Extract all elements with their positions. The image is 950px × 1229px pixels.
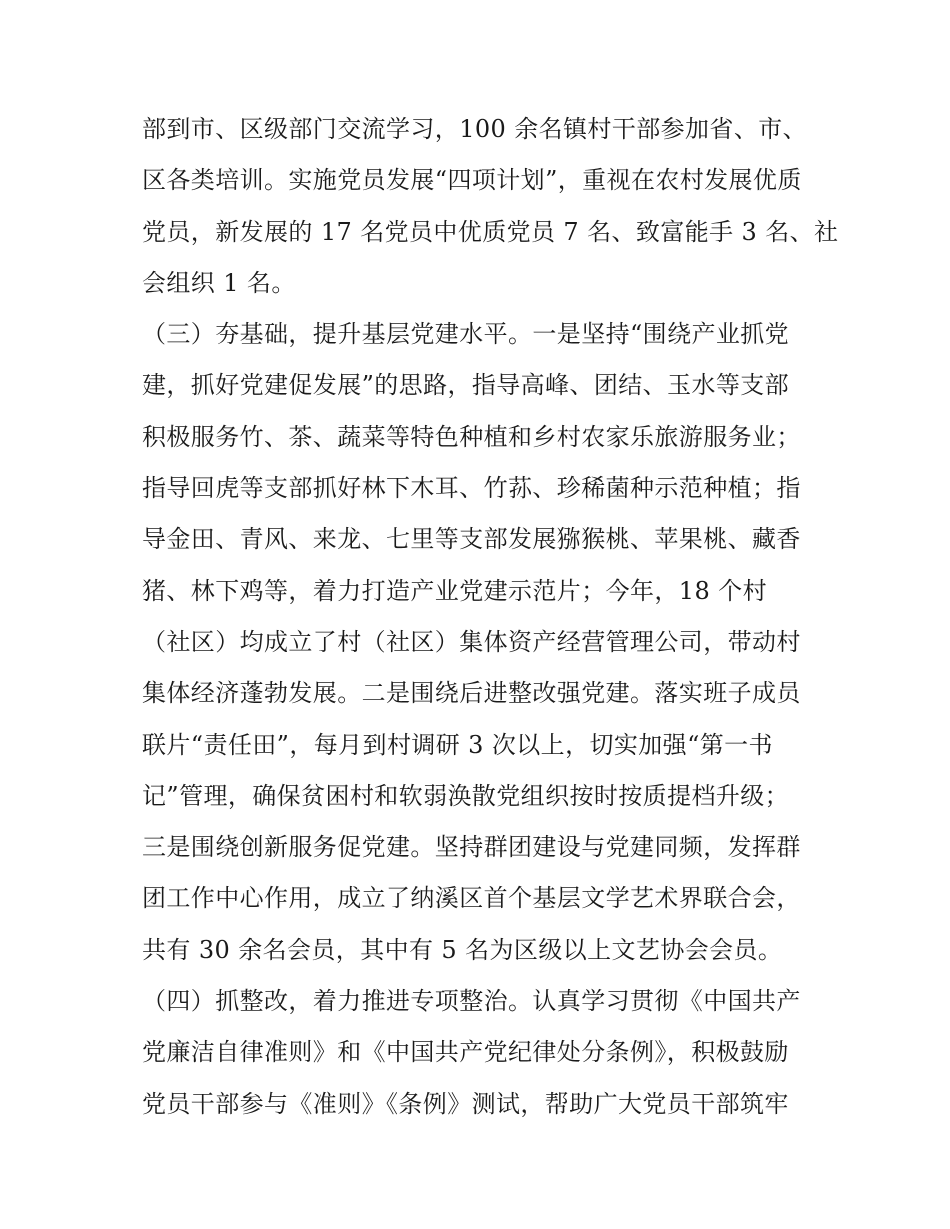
text-line: 联片“责任田”，每月到村调研 3 次以上，切实加强“第一书 [142, 730, 773, 759]
text-line: 部到市、区级部门交流学习，100 余名镇村干部参加省、市、 [142, 115, 808, 143]
text-line: 区各类培训。实施党员发展“四项计划”，重视在农村发展优质 [142, 166, 802, 195]
text-line: 团工作中心作用，成立了纳溪区首个基层文学艺术界联合会， [142, 884, 801, 913]
text-line: 党员，新发展的 17 名党员中优质党员 7 名、致富能手 3 名、社 [142, 217, 839, 246]
text-line: 记”管理，确保贫困村和软弱涣散党组织按时按质提档升级； [142, 781, 790, 810]
text-line: （社区）均成立了村（社区）集体资产经营管理公司，带动村 [142, 627, 801, 656]
text-line: 党员干部参与《准则》《条例》测试，帮助广大党员干部筑牢 [142, 1089, 789, 1118]
text-line: 导金田、青风、来龙、七里等支部发展猕猴桃、苹果桃、藏香 [142, 525, 801, 554]
text-line: 共有 30 余名会员，其中有 5 名为区级以上文艺协会会员。 [142, 935, 783, 964]
text-line: （四）抓整改，着力推进专项整治。认真学习贯彻《中国共产 [142, 987, 801, 1016]
text-line: 建，抓好党建促发展”的思路，指导高峰、团结、玉水等支部 [142, 371, 790, 400]
text-line: 党廉洁自律准则》和《中国共产党纪律处分条例》，积极鼓励 [142, 1038, 789, 1067]
text-line: 三是围绕创新服务促党建。坚持群团建设与党建同频，发挥群 [142, 833, 801, 862]
text-line: 指导回虎等支部抓好林下木耳、竹荪、珍稀菌种示范种植；指 [142, 474, 801, 503]
text-line: 会组织 1 名。 [142, 268, 296, 297]
text-line: （三）夯基础，提升基层党建水平。一是坚持“围绕产业抓党 [142, 320, 790, 349]
document-body [142, 104, 839, 1130]
text-line: 猪、林下鸡等，着力打造产业党建示范片；今年，18 个村 [142, 576, 767, 605]
text-line: 积极服务竹、茶、蔬菜等特色种植和乡村农家乐旅游服务业； [142, 422, 801, 451]
text-line: 集体经济蓬勃发展。二是围绕后进整改强党建。落实班子成员 [142, 679, 801, 708]
